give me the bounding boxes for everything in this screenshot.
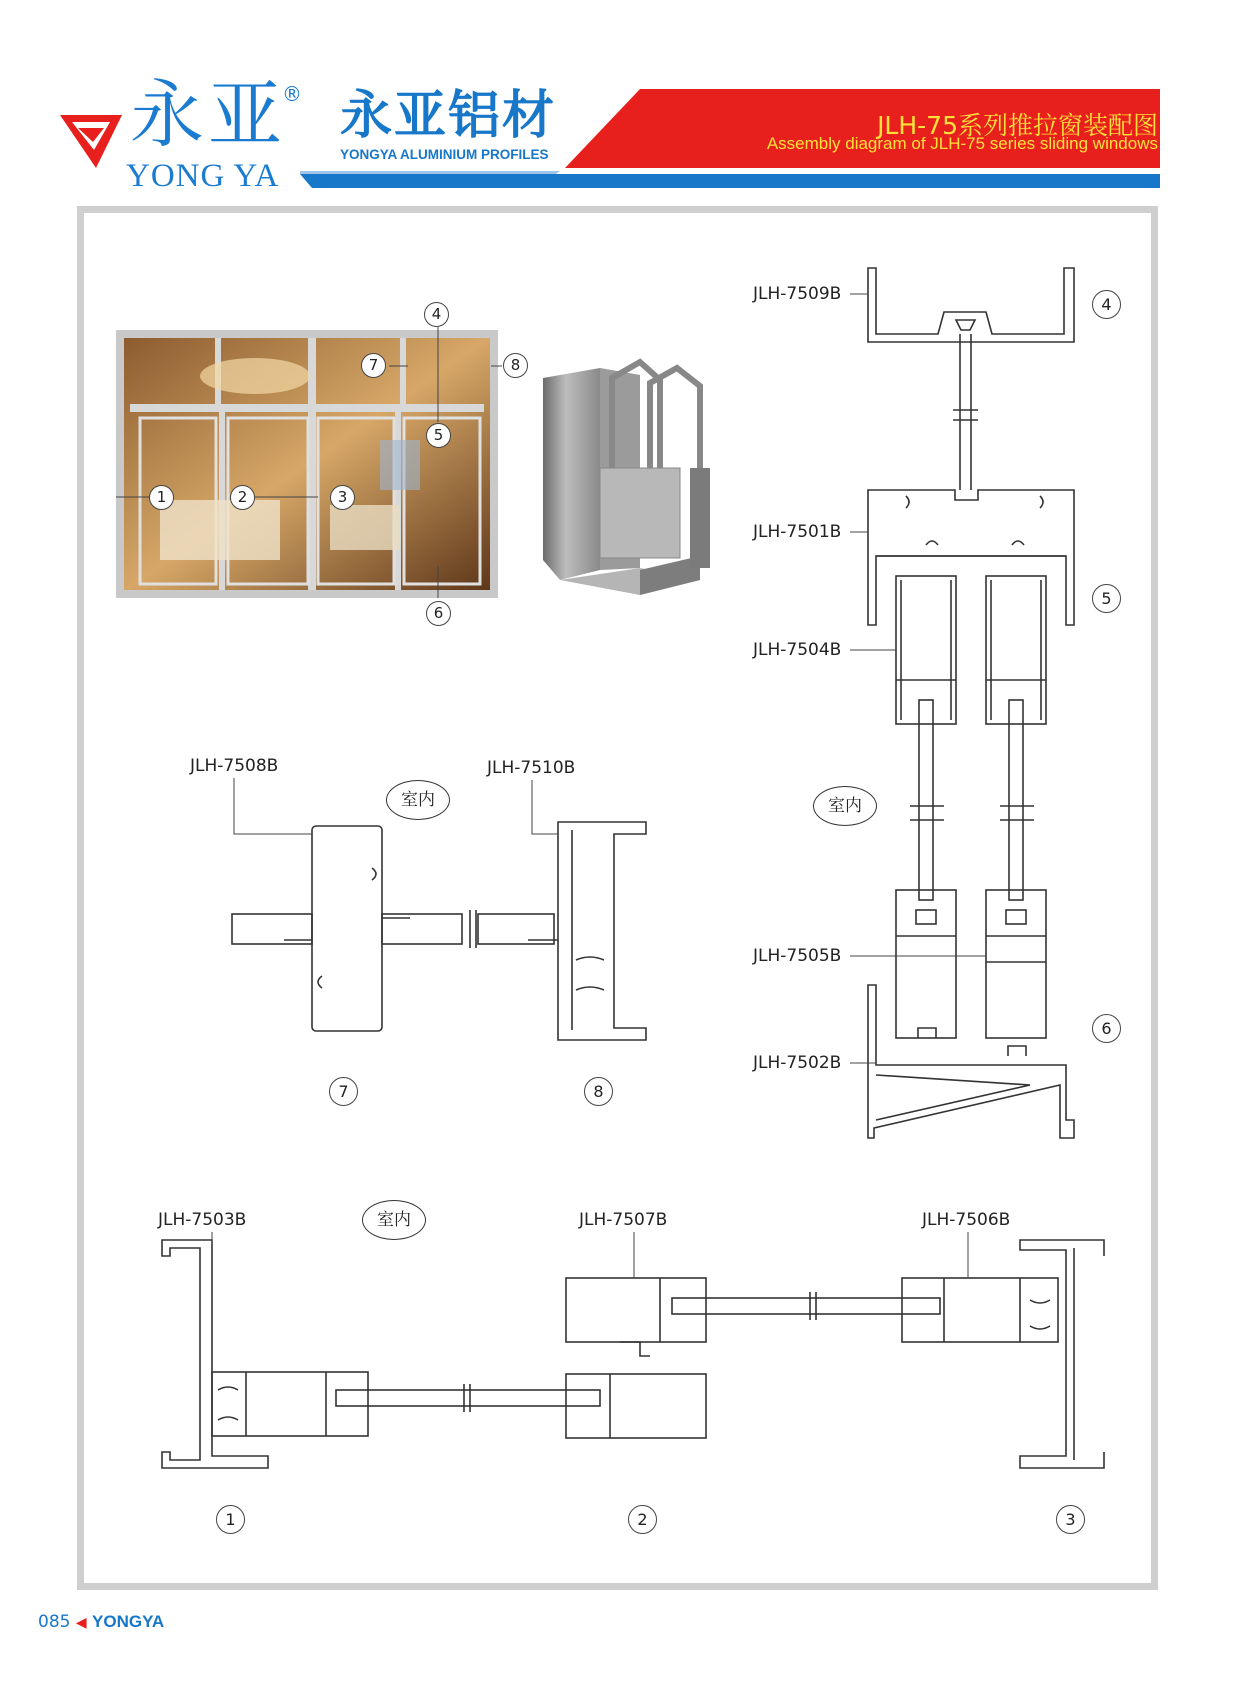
- photo-callout-8: 8: [503, 353, 528, 378]
- mullion-section-drawing: [232, 822, 646, 1040]
- section-callout-3: 3: [1056, 1505, 1085, 1534]
- photo-callout-7: 7: [361, 353, 386, 378]
- photo-callout-6: 6: [426, 601, 451, 626]
- logo-text-cn: 永亚: [130, 72, 286, 158]
- horizontal-section-drawing: [162, 1240, 1104, 1468]
- registered-mark: ®: [282, 82, 302, 106]
- part-label-7502b: JLH-7502B: [753, 1053, 842, 1073]
- part-label-7504b: JLH-7504B: [753, 640, 842, 660]
- page-title-cn: JLH-75系列推拉窗装配图: [877, 111, 1158, 140]
- indoor-label-middle: 室内: [386, 780, 450, 820]
- section-callout-7: 7: [329, 1077, 358, 1106]
- part-label-7506b: JLH-7506B: [922, 1210, 1011, 1230]
- indoor-label-right: 室内: [813, 786, 877, 826]
- logo-text-en: YONG YA: [126, 158, 280, 194]
- indoor-label-bottom: 室内: [362, 1200, 426, 1240]
- part-label-7503b: JLH-7503B: [158, 1210, 247, 1230]
- section-callout-1: 1: [216, 1505, 245, 1534]
- footer-brand: YONGYA: [92, 1612, 165, 1631]
- page-title-en: Assembly diagram of JLH-75 series sliding windows: [766, 134, 1158, 153]
- arrow-left-icon: ◀: [75, 1615, 87, 1631]
- section-callout-2: 2: [628, 1505, 657, 1534]
- photo-callout-1: 1: [149, 485, 174, 510]
- photo-callout-3: 3: [330, 485, 355, 510]
- part-label-7501b: JLH-7501B: [753, 522, 842, 542]
- section-callout-5: 5: [1092, 584, 1121, 613]
- part-label-7508b: JLH-7508B: [190, 756, 279, 776]
- photo-callout-4: 4: [424, 302, 449, 327]
- profile-3d-render: [543, 362, 710, 595]
- page-number: 085: [38, 1612, 71, 1632]
- section-callout-4: 4: [1092, 290, 1121, 319]
- part-label-7505b: JLH-7505B: [753, 946, 842, 966]
- section-callout-6: 6: [1092, 1014, 1121, 1043]
- part-label-7509b: JLH-7509B: [753, 284, 842, 304]
- vertical-section-drawing: [868, 268, 1074, 1138]
- photo-callout-5: 5: [426, 423, 451, 448]
- part-label-7507b: JLH-7507B: [579, 1210, 668, 1230]
- brand-name-cn: 永亚铝材: [340, 86, 557, 146]
- section-callout-8: 8: [584, 1077, 613, 1106]
- part-label-7510b: JLH-7510B: [487, 758, 576, 778]
- photo-callout-2: 2: [230, 485, 255, 510]
- page-footer: [38, 1612, 164, 1632]
- brand-name-en: YONGYA ALUMINIUM PROFILES: [340, 147, 549, 162]
